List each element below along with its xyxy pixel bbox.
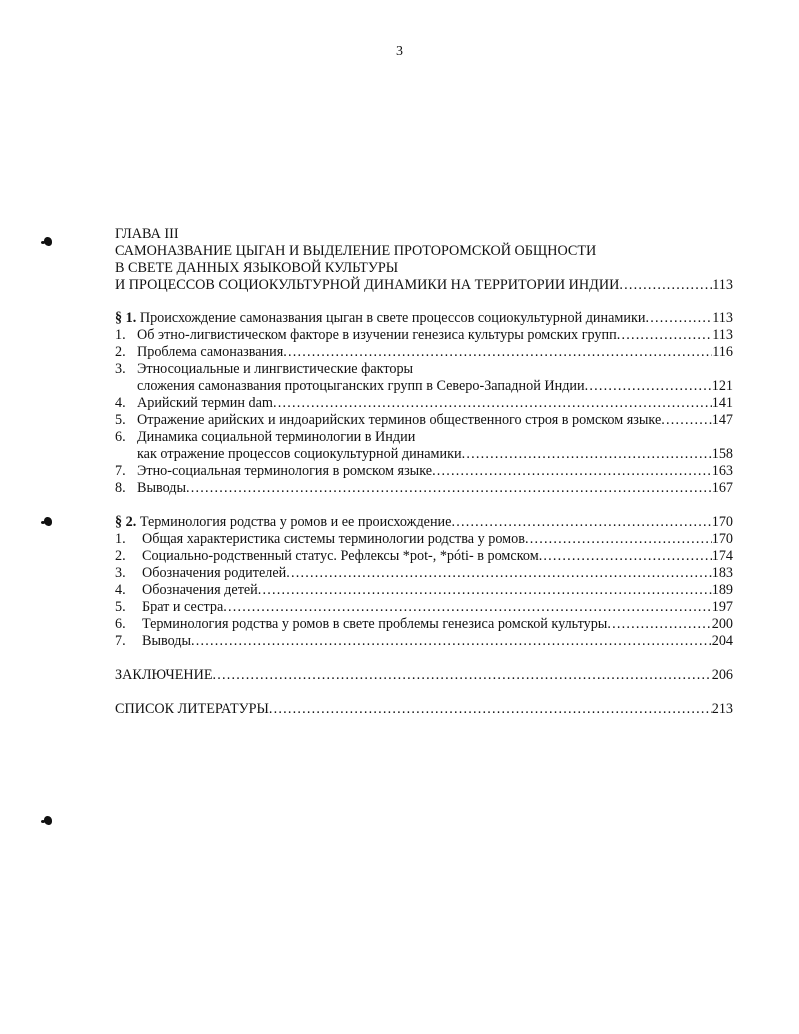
entry-title: Социально-родственный статус. Рефлексы *pot-, *póti- в ромском xyxy=(142,548,539,564)
entry-title: Проблема самоназвания xyxy=(137,344,284,360)
entry-page: 189 xyxy=(711,582,733,598)
toc-entry-1-6-continued xyxy=(115,446,733,463)
entry-page: 158 xyxy=(711,446,733,462)
entry-page: 113 xyxy=(712,327,733,343)
entry-title: Арийский термин dam xyxy=(137,395,273,411)
chapter-page: 113 xyxy=(712,277,733,293)
bibliography-page: 213 xyxy=(711,701,733,717)
entry-page: 167 xyxy=(711,480,733,496)
entry-page: 174 xyxy=(711,548,733,564)
toc-entry-1-3-continued xyxy=(115,378,733,395)
entry-number: 6. xyxy=(115,429,126,445)
entry-number: 5. xyxy=(115,412,126,428)
entry-number: 3. xyxy=(115,565,126,581)
toc-entry-2-6 xyxy=(115,616,733,633)
entry-number: 1. xyxy=(115,327,126,343)
toc-entry-1-5 xyxy=(115,412,733,429)
section-2-heading xyxy=(115,514,733,531)
leader-dots xyxy=(607,616,711,633)
entry-title: Выводы xyxy=(142,633,192,649)
section-1-title: Происхождение самоназвания цыган в свете процессов социокультурной динамики xyxy=(139,310,646,326)
entry-page: 183 xyxy=(711,565,733,581)
toc-entry-conclusion xyxy=(115,667,733,684)
conclusion-page: 206 xyxy=(711,667,733,683)
toc-entry-bibliography xyxy=(115,701,733,718)
entry-title: Об этно-лигвистическом факторе в изучении генезиса культуры ромских групп xyxy=(137,327,617,343)
toc-entry-1-3 xyxy=(115,361,733,378)
entry-number: 1. xyxy=(115,531,126,547)
entry-page: 200 xyxy=(711,616,733,632)
toc-entry-1-2 xyxy=(115,344,733,361)
entry-number: 7. xyxy=(115,633,126,649)
entry-title: Терминология родства у ромов в свете проблемы генезиса ромской культуры xyxy=(142,616,608,632)
leader-dots xyxy=(451,514,711,531)
chapter-title-line-1: САМОНАЗВАНИЕ ЦЫГАН И ВЫДЕЛЕНИЕ ПРОТОРОМСКОЙ ОБЩНОСТИ xyxy=(115,243,597,259)
entry-page: 116 xyxy=(712,344,733,360)
entry-page: 121 xyxy=(711,378,733,394)
toc-entry-2-4 xyxy=(115,582,733,599)
entry-title: Этносоциальные и лингвистические факторы xyxy=(137,361,414,377)
leader-dots xyxy=(645,310,712,327)
entry-title: Обозначения детей xyxy=(142,582,258,598)
leader-dots xyxy=(258,582,712,599)
entry-title: Общая характеристика системы терминологии родства у ромов xyxy=(142,531,525,547)
entry-page: 197 xyxy=(711,599,733,615)
section-1-number: § 1. xyxy=(115,310,137,326)
leader-dots xyxy=(585,378,712,395)
leader-dots xyxy=(273,395,712,412)
section-1-heading xyxy=(115,310,733,327)
entry-title-continued: как отражение процессов социокультурной динамики xyxy=(137,446,462,462)
toc-entry-1-8 xyxy=(115,480,733,497)
section-2-title: Терминология родства у ромов и ее происхождение xyxy=(139,514,452,530)
entry-title: Этно-социальная терминология в ромском языке xyxy=(137,463,433,479)
entry-page: 204 xyxy=(711,633,733,649)
leader-dots xyxy=(223,599,711,616)
leader-dots xyxy=(186,480,712,497)
leader-dots xyxy=(283,344,712,361)
leader-dots xyxy=(525,531,712,548)
chapter-label: ГЛАВА III xyxy=(115,226,179,242)
entry-number: 2. xyxy=(115,548,126,564)
section-1-page: 113 xyxy=(712,310,733,326)
binding-hole-mark-1 xyxy=(44,237,52,246)
leader-dots xyxy=(286,565,711,582)
chapter-title-line-2: В СВЕТЕ ДАННЫХ ЯЗЫКОВОЙ КУЛЬТУРЫ xyxy=(115,260,399,276)
entry-title: Динамика социальной терминологии в Индии xyxy=(137,429,416,445)
entry-number: 5. xyxy=(115,599,126,615)
entry-title: Брат и сестра xyxy=(142,599,224,615)
leader-dots xyxy=(269,701,712,718)
section-2-number: § 2. xyxy=(115,514,137,530)
leader-dots xyxy=(539,548,712,565)
entry-title: Обозначения родителей xyxy=(142,565,287,581)
entry-title: Отражение арийских и индоарийских терминов общественного строя в ромском языке xyxy=(137,412,662,428)
toc-entry-2-2 xyxy=(115,548,733,565)
leader-dots xyxy=(213,667,712,684)
entry-title-continued: сложения самоназвания протоцыганских групп в Северо-Западной Индии xyxy=(137,378,585,394)
toc-entry-1-6 xyxy=(115,429,733,446)
table-of-contents xyxy=(115,226,733,718)
entry-number: 8. xyxy=(115,480,126,496)
entry-number: 4. xyxy=(115,395,126,411)
leader-dots xyxy=(432,463,712,480)
toc-entry-2-5 xyxy=(115,599,733,616)
entry-number: 6. xyxy=(115,616,126,632)
toc-entry-2-3 xyxy=(115,565,733,582)
leader-dots xyxy=(462,446,712,463)
leader-dots xyxy=(661,412,711,429)
entry-number: 7. xyxy=(115,463,126,479)
bibliography-title: СПИСОК ЛИТЕРАТУРЫ xyxy=(115,701,269,717)
chapter-title-line-3: И ПРОЦЕССОВ СОЦИОКУЛЬТУРНОЙ ДИНАМИКИ НА ТЕРРИТОРИИ ИНДИИ xyxy=(115,277,620,293)
leader-dots xyxy=(617,327,713,344)
section-2-page: 170 xyxy=(711,514,733,530)
binding-hole-mark-2 xyxy=(44,517,52,526)
entry-page: 147 xyxy=(711,412,733,428)
leader-dots xyxy=(619,277,712,294)
toc-entry-2-7 xyxy=(115,633,733,650)
toc-entry-2-1 xyxy=(115,531,733,548)
entry-page: 170 xyxy=(711,531,733,547)
leader-dots xyxy=(191,633,712,650)
conclusion-title: ЗАКЛЮЧЕНИЕ xyxy=(115,667,213,683)
entry-page: 163 xyxy=(711,463,733,479)
entry-number: 4. xyxy=(115,582,126,598)
toc-entry-1-4 xyxy=(115,395,733,412)
toc-entry-1-7 xyxy=(115,463,733,480)
entry-title: Выводы xyxy=(137,480,187,496)
toc-entry-1-1 xyxy=(115,327,733,344)
chapter-title-row xyxy=(115,277,733,294)
binding-hole-mark-3 xyxy=(44,816,52,825)
page-number: 3 xyxy=(396,44,403,59)
entry-page: 141 xyxy=(711,395,733,411)
entry-number: 2. xyxy=(115,344,126,360)
entry-number: 3. xyxy=(115,361,126,377)
